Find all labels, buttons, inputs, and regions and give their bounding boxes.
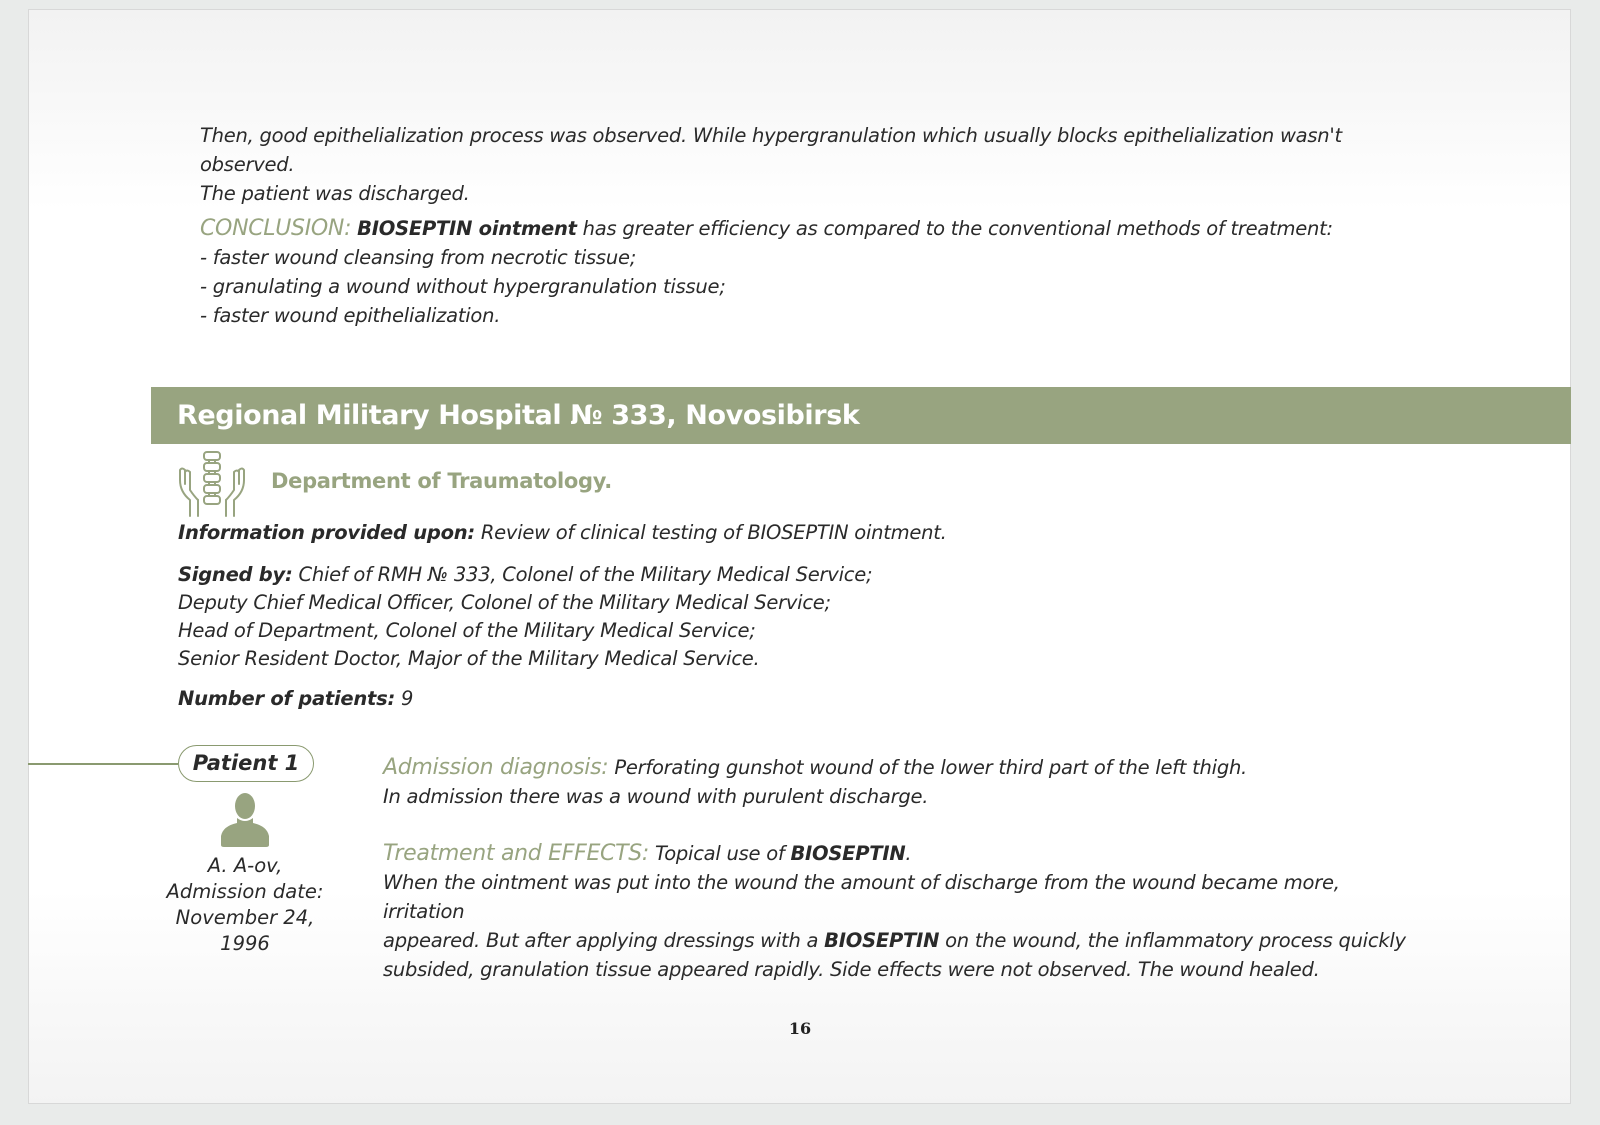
patient-details (160, 853, 330, 957)
signed-by-section (178, 561, 1078, 673)
department-title: Department of Traumatology. (271, 469, 612, 493)
conclusion-label: CONCLUSION: (200, 216, 352, 241)
signed-line: Senior Resident Doctor, Major of the Military Medical Service. (178, 647, 760, 670)
spine-in-hands-icon (176, 450, 248, 518)
signed-label: Signed by: (178, 563, 293, 586)
effects-line-2 (383, 926, 1423, 955)
conclusion-section (200, 214, 1440, 330)
signed-line: Chief of RMH № 333, Colonel of the Military Medical Service; (292, 563, 873, 586)
treatment-pre: Topical use of (649, 842, 791, 865)
patient-name: A. A-ov, (207, 854, 283, 877)
hospital-title: Regional Military Hospital № 333, Novosibirsk (177, 400, 860, 431)
treatment-label: Treatment and EFFECTS: (383, 841, 650, 866)
info-provided (178, 518, 1078, 547)
info-label: Information provided upon: (178, 521, 475, 544)
treatment-product: BIOSEPTIN (790, 842, 906, 865)
admission-diagnosis (383, 753, 1433, 811)
intro-line-2: The patient was discharged. (200, 182, 470, 205)
admission-date-label: Admission date: (166, 880, 324, 903)
treatment-effects (383, 839, 1423, 984)
effects-line-2-post: on the wound, the inflammatory process quickly (939, 929, 1406, 952)
admission-diagnosis-label: Admission diagnosis: (383, 755, 609, 780)
intro-paragraph (200, 121, 1430, 208)
conclusion-item: - faster wound cleansing from necrotic tissue; (200, 246, 637, 269)
admission-diagnosis-text: Perforating gunshot wound of the lower third part of the left thigh. (608, 756, 1248, 779)
signed-line: Deputy Chief Medical Officer, Colonel of the Military Medical Service; (178, 591, 831, 614)
effects-line-1: When the ointment was put into the wound the amount of discharge from the wound became more, irritation (383, 871, 1340, 923)
admission-date: November 24, (175, 906, 315, 929)
person-icon (215, 792, 275, 848)
patients-value: 9 (395, 687, 414, 710)
effects-line-3: subsided, granulation tissue appeared rapidly. Side effects were not observed. The wound healed. (383, 958, 1320, 981)
info-value: Review of clinical testing of BIOSEPTIN ointment. (474, 521, 947, 544)
admission-year: 1996 (220, 932, 270, 955)
patient-badge: Patient 1 (178, 745, 314, 782)
treatment-post: . (905, 842, 912, 865)
patients-label: Number of patients: (178, 687, 395, 710)
conclusion-item: - faster wound epithelialization. (200, 304, 501, 327)
conclusion-header (200, 214, 1440, 243)
conclusion-item: - granulating a wound without hypergranulation tissue; (200, 275, 726, 298)
number-of-patients (178, 684, 413, 713)
conclusion-product: BIOSEPTIN ointment (357, 217, 577, 240)
intro-line-1: Then, good epithelialization process was observed. While hypergranulation which usually blocks epithelialization wasn't observed. (200, 124, 1342, 176)
effects-line-2-pre: appeared. But after applying dressings with a (383, 929, 825, 952)
signed-line: Head of Department, Colonel of the Military Medical Service; (178, 619, 756, 642)
admission-line-2: In admission there was a wound with purulent discharge. (383, 785, 929, 808)
conclusion-text: has greater efficiency as compared to the conventional methods of treatment: (576, 217, 1333, 240)
page-number: 16 (788, 1019, 812, 1038)
patient-connector-line (28, 763, 178, 765)
effects-product: BIOSEPTIN (824, 929, 940, 952)
